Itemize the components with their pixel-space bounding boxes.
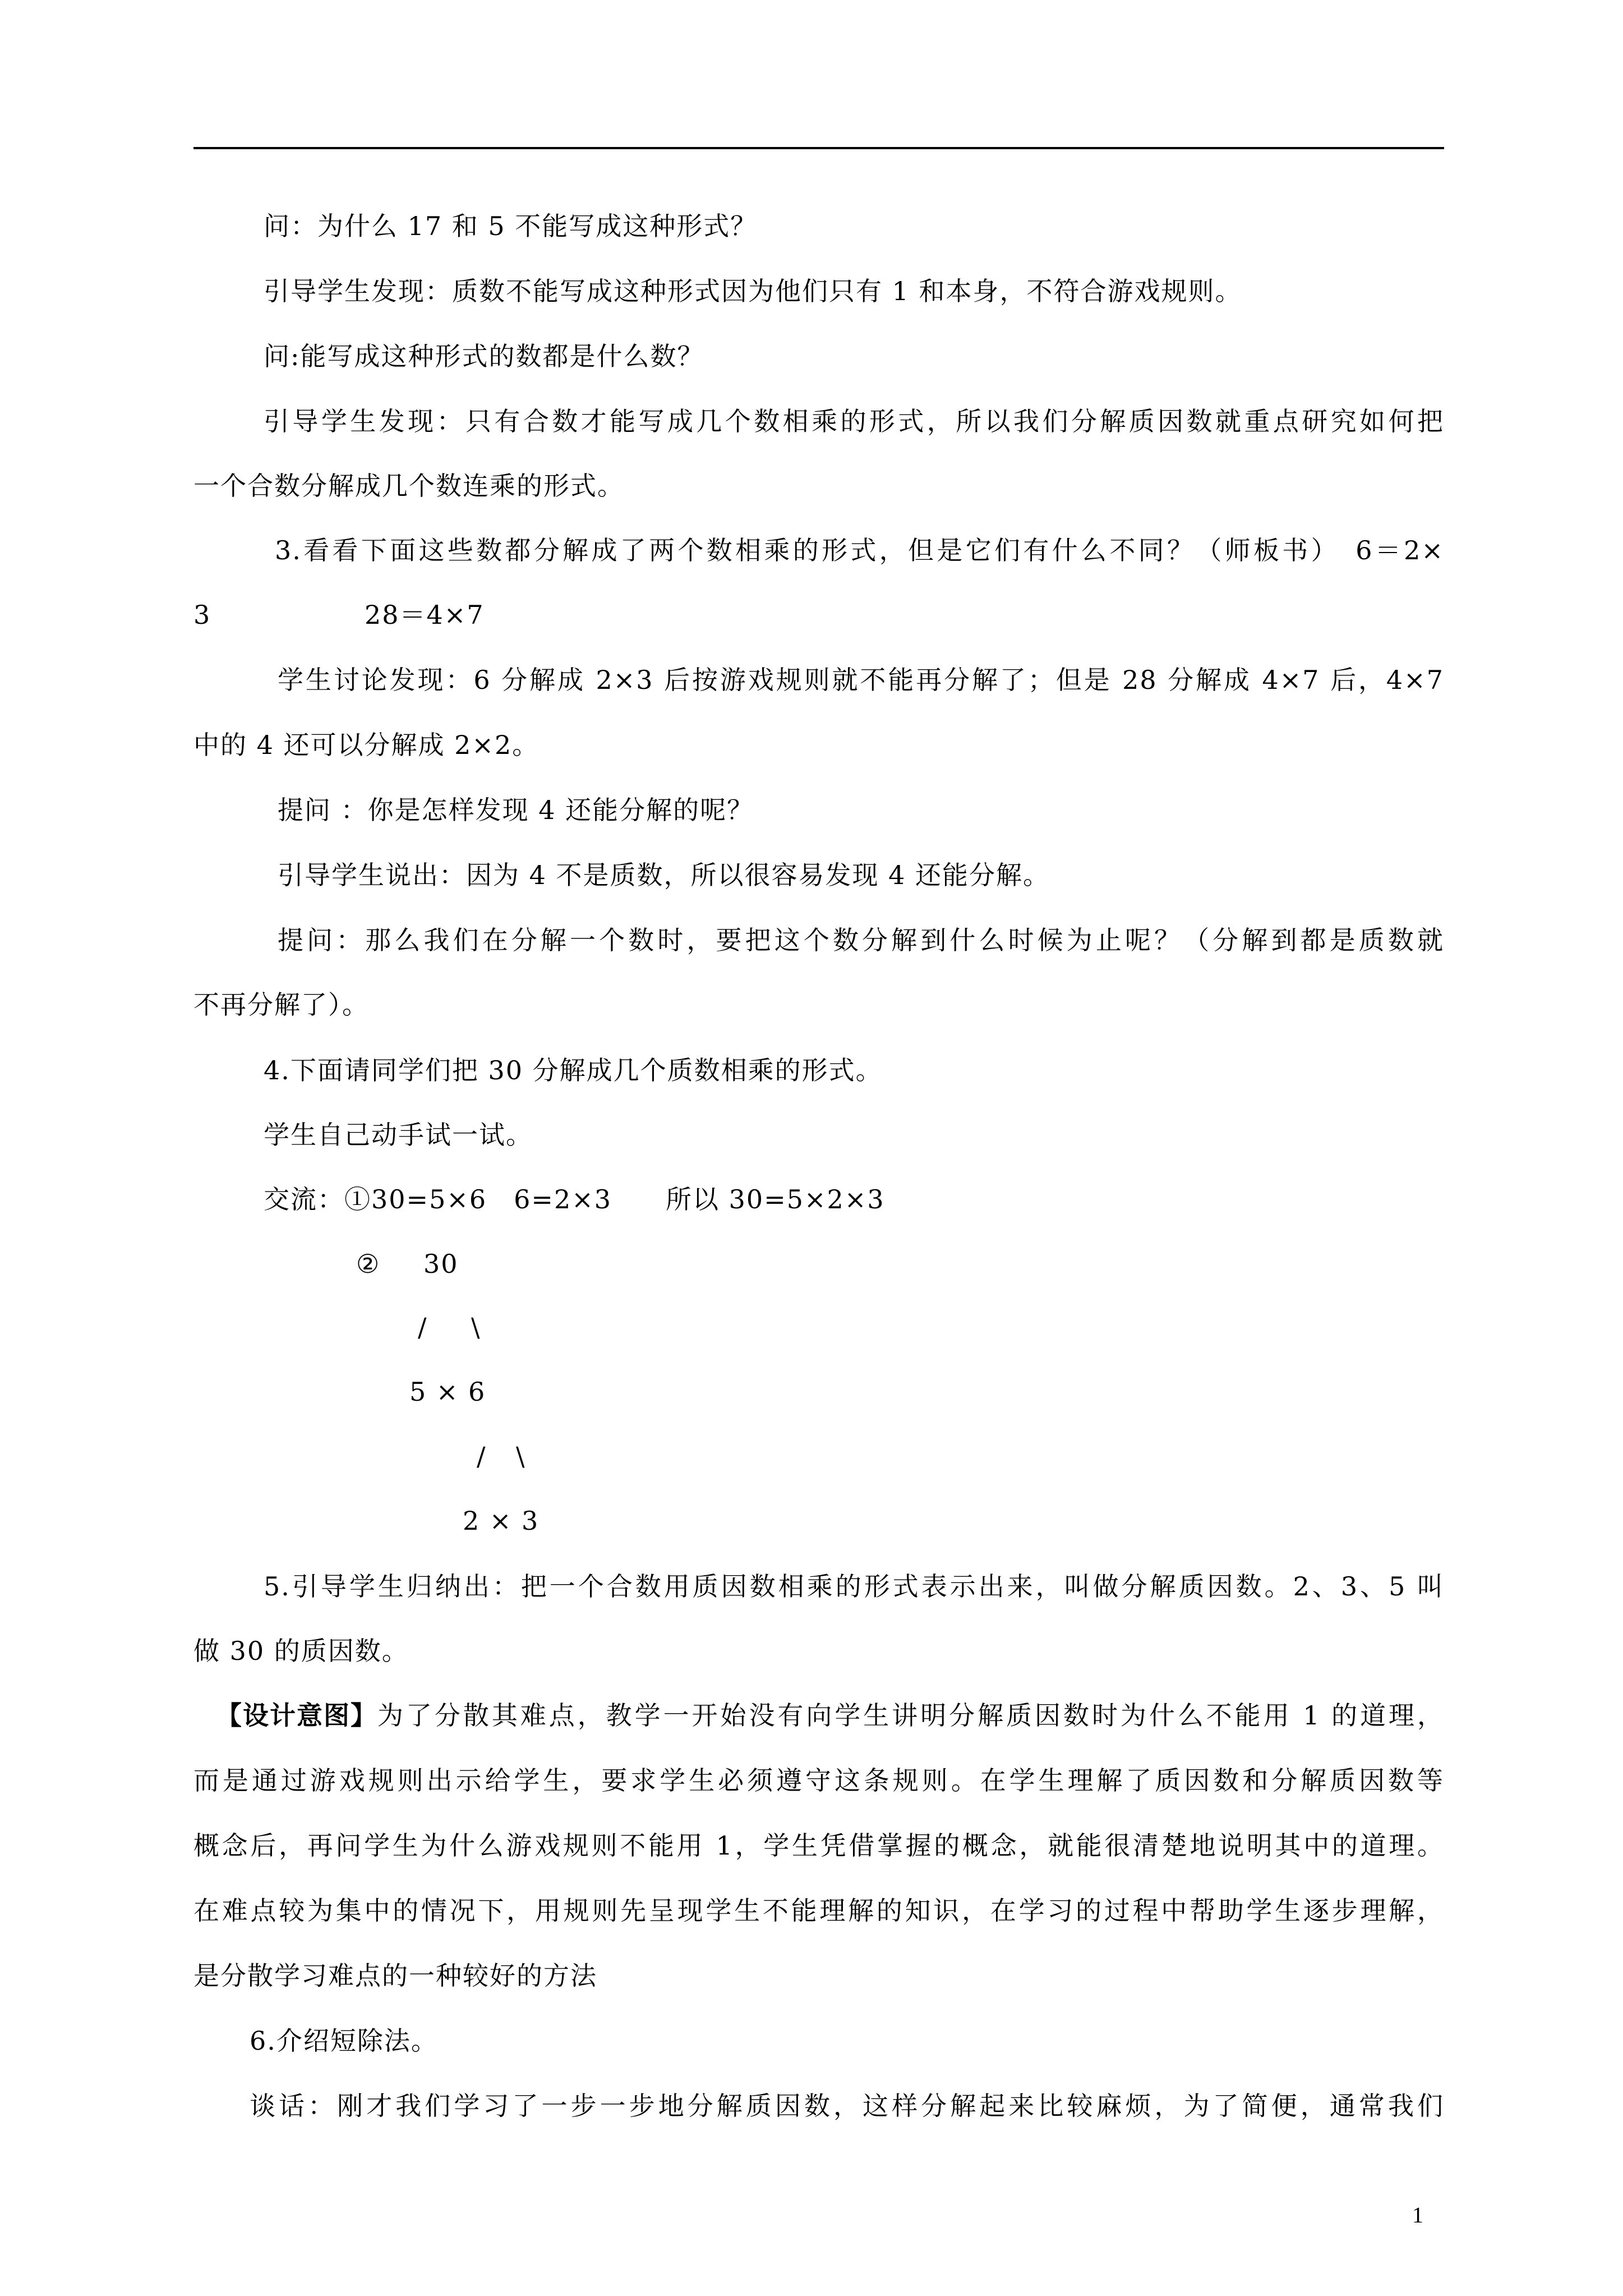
text-line: 问：为什么 17 和 5 不能写成这种形式？ [264, 211, 758, 241]
tree-row: 2 × 3 [463, 1506, 540, 1536]
text-line: 5.引导学生归纳出：把一个合数用质因数相乘的形式表示出来，叫做分解质因数。2、3、5 叫 [264, 1571, 1444, 1602]
text-line: 6.介绍短除法。 [250, 2026, 438, 2056]
text-line: 引导学生发现：只有合数才能写成几个数相乘的形式，所以我们分解质因数就重点研究如何把 [264, 406, 1444, 436]
text-line: 概念后，再问学生为什么游戏规则不能用 1，学生凭借掌握的概念，就能很清楚地说明其中的道理。 [193, 1830, 1444, 1861]
text-line: 3.看看下面这些数都分解成了两个数相乘的形式，但是它们有什么不同？（师板书） 6＝2× [275, 535, 1444, 565]
text-line: 引导学生发现：质数不能写成这种形式因为他们只有 1 和本身，不符合游戏规则。 [264, 276, 1242, 306]
text-line: 做 30 的质因数。 [193, 1636, 409, 1666]
text-line: 是分散学习难点的一种较好的方法 [193, 1961, 597, 1991]
text-line: 问:能写成这种形式的数都是什么数？ [264, 341, 704, 371]
text-line: 谈话：刚才我们学习了一步一步地分解质因数，这样分解起来比较麻烦，为了简便，通常我们 [250, 2091, 1444, 2121]
text-line: 提问 ：你是怎样发现 4 还能分解的呢？ [278, 795, 754, 825]
header-rule [193, 147, 1444, 149]
text-line: 在难点较为集中的情况下，用规则先呈现学生不能理解的知识，在学习的过程中帮助学生逐步理解， [193, 1895, 1444, 1926]
text-line: 4.下面请同学们把 30 分解成几个质数相乘的形式。 [264, 1055, 883, 1085]
text-line: 28＝4×7 [365, 600, 485, 630]
page-number: 1 [1412, 2202, 1423, 2228]
tree-branch: \ [471, 1312, 481, 1342]
text-line: 不再分解了）。 [193, 990, 369, 1020]
text-line: 中的 4 还可以分解成 2×2。 [193, 730, 540, 760]
tree-root: 30 [423, 1249, 459, 1279]
design-intent-text: 为了分散其难点，教学一开始没有向学生讲明分解质因数时为什么不能用 1 的道理， [377, 1700, 1444, 1731]
tree-branch: \ [516, 1441, 526, 1471]
design-intent-label: 【设计意图】 [216, 1700, 377, 1731]
tree-marker: ② [356, 1249, 381, 1279]
text-line: 学生讨论发现：6 分解成 2×3 后按游戏规则就不能再分解了；但是 28 分解成 4×7 后，4×7 [278, 665, 1444, 695]
text-line: 学生自己动手试一试。 [264, 1120, 533, 1150]
text-line: 引导学生说出：因为 4 不是质数，所以很容易发现 4 还能分解。 [278, 860, 1050, 890]
text-line: 交流：①30=5×6 6=2×3 所以 30=5×2×3 [264, 1184, 885, 1214]
text-line: 一个合数分解成几个数连乘的形式。 [193, 471, 624, 501]
tree-row: 5 × 6 [409, 1377, 486, 1407]
tree-branch: / [477, 1441, 487, 1471]
text-line: 提问：那么我们在分解一个数时，要把这个数分解到什么时候为止呢？（分解到都是质数就 [278, 925, 1444, 955]
design-intent-line [193, 1700, 1444, 1731]
text-line: 3 [193, 600, 211, 630]
tree-branch: / [418, 1312, 428, 1342]
text-line: 而是通过游戏规则出示给学生，要求学生必须遵守这条规则。在学生理解了质因数和分解质因数等 [193, 1765, 1444, 1796]
